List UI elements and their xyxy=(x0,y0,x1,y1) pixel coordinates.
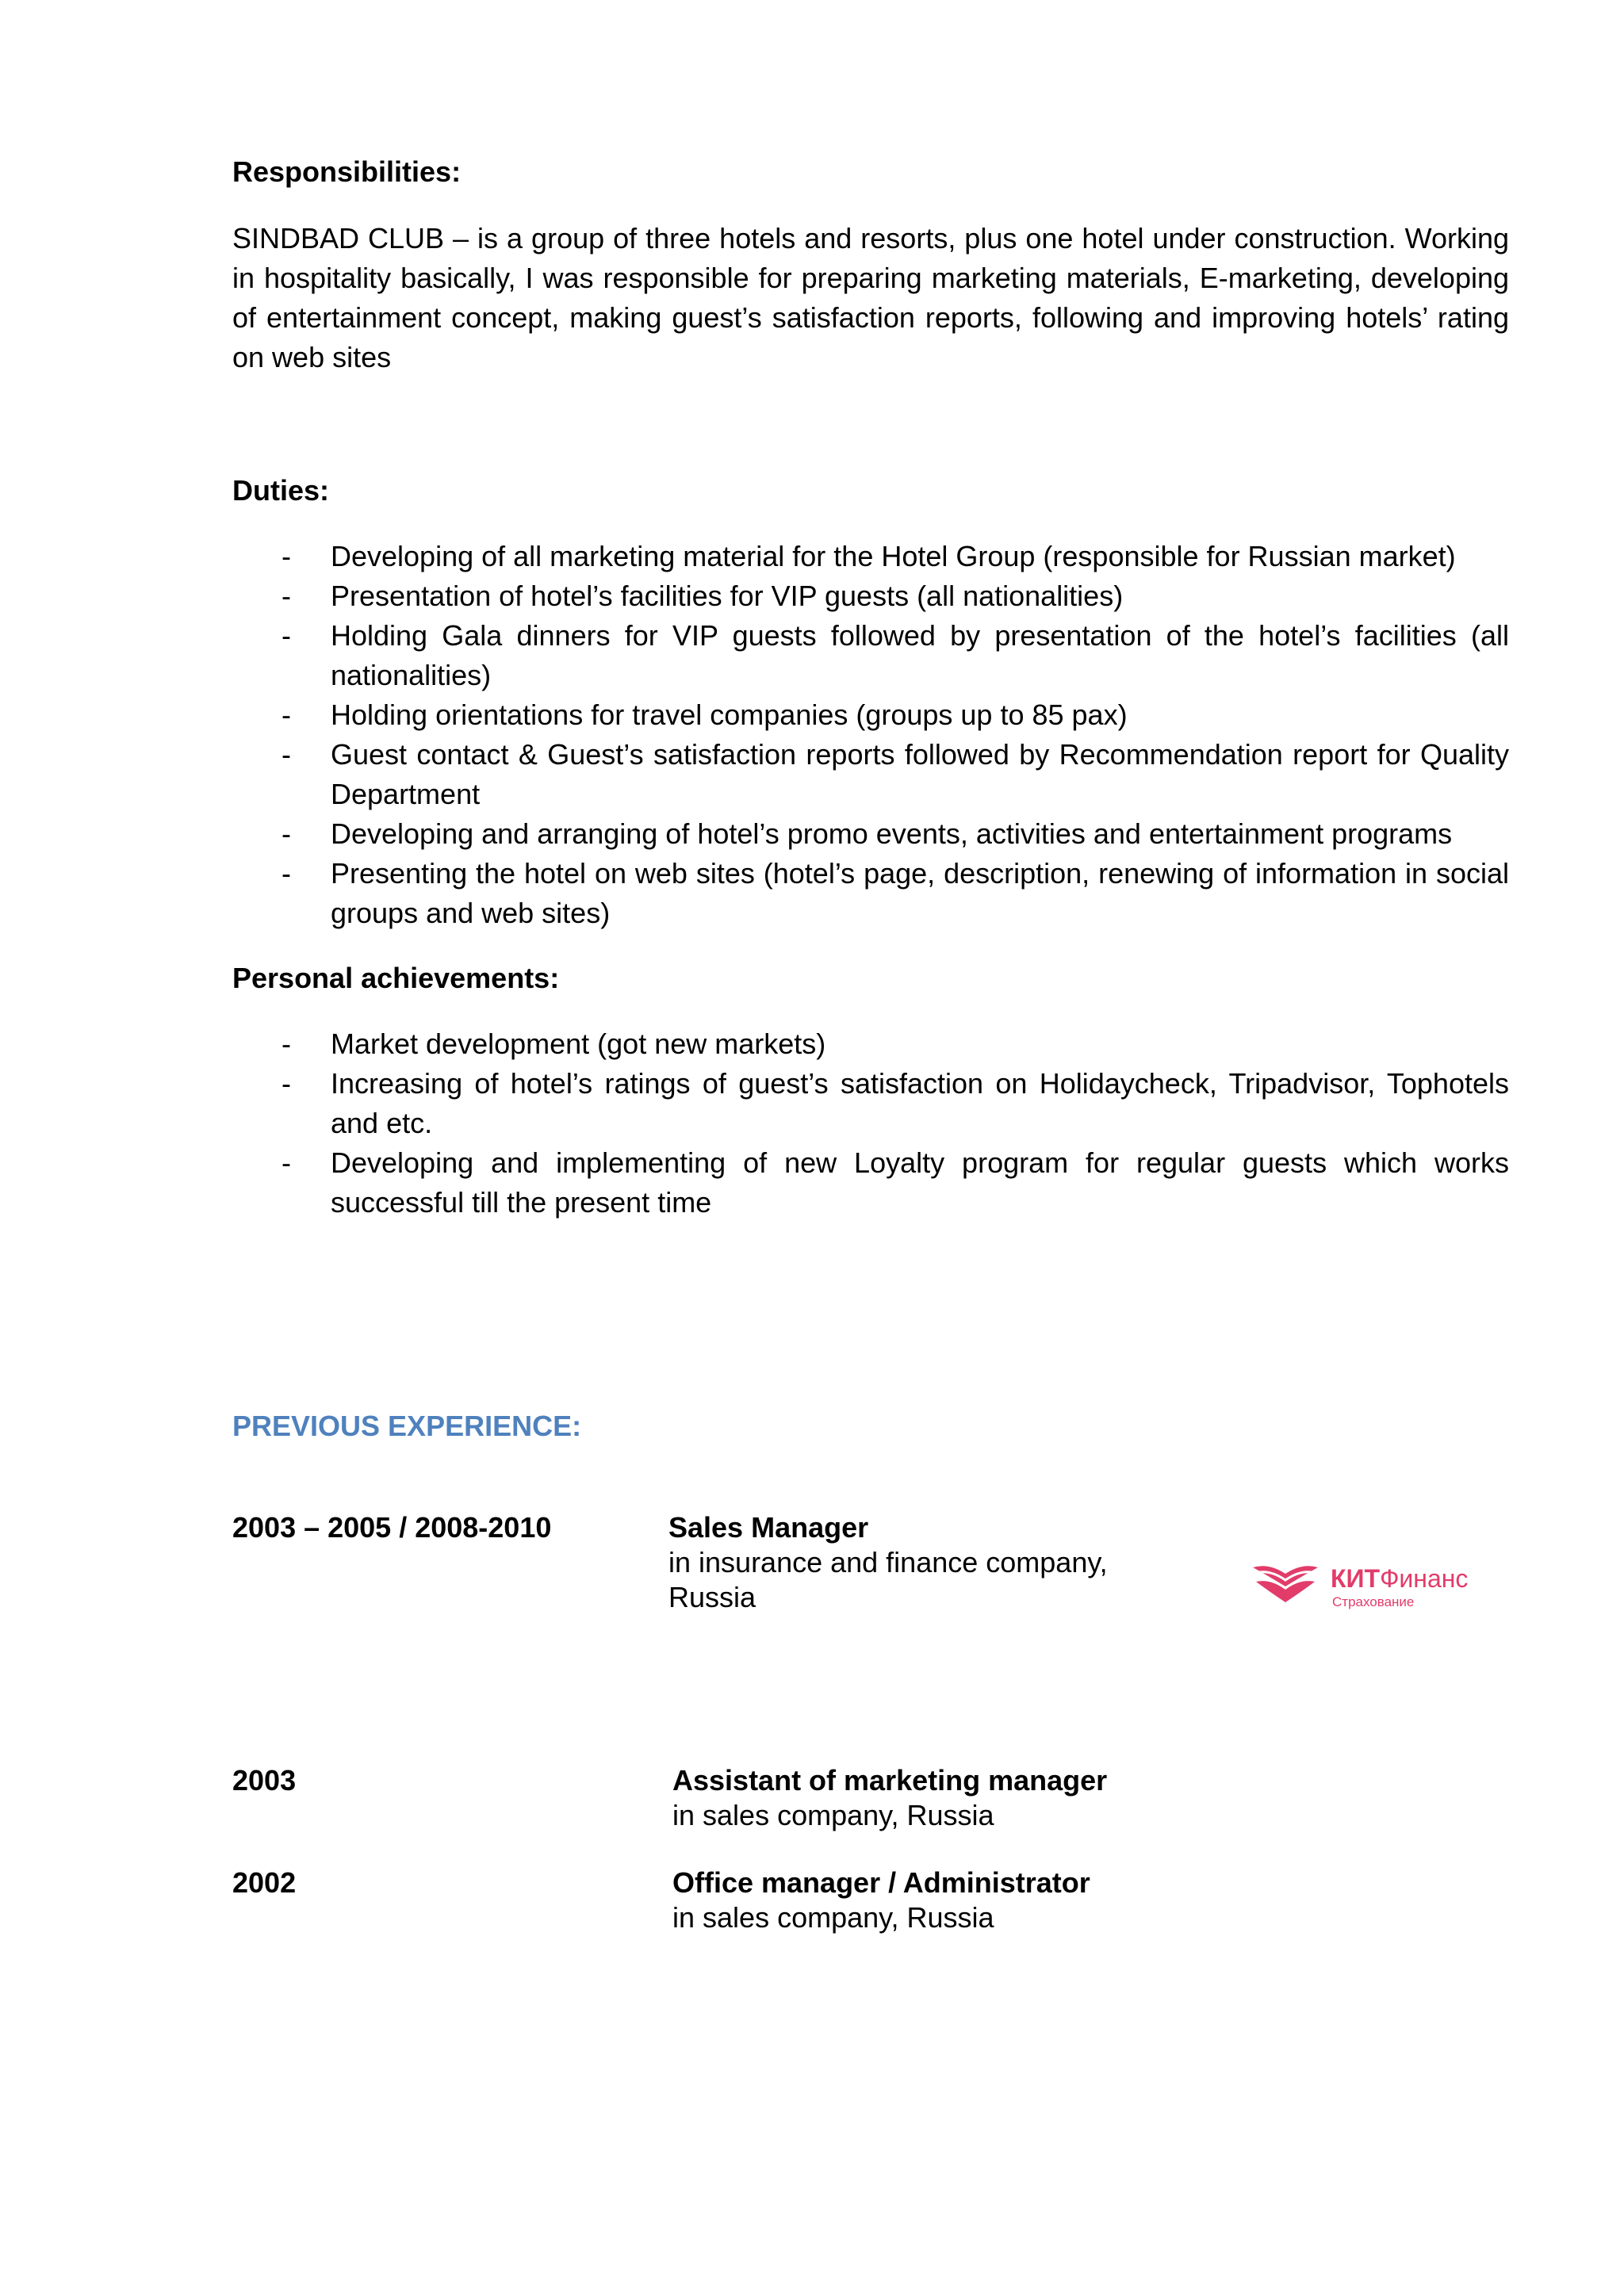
resume-body xyxy=(232,152,1509,1223)
list-item xyxy=(232,695,1509,735)
list-item xyxy=(232,537,1509,576)
job-details xyxy=(668,1510,1108,1615)
achievement-text: Market development (got new markets) xyxy=(331,1027,826,1060)
job-description: in insurance and finance company, xyxy=(668,1546,1108,1578)
duty-text: Presenting the hotel on web sites (hotel’s page, description, renewing of information in social groups and web sites) xyxy=(331,857,1509,929)
previous-experience-heading: PREVIOUS EXPERIENCE: xyxy=(232,1410,582,1442)
list-item xyxy=(232,854,1509,933)
bullet-dash: - xyxy=(282,738,291,771)
bullet-dash: - xyxy=(282,540,291,572)
responsibilities-heading: Responsibilities: xyxy=(232,155,462,188)
achievement-text: Increasing of hotel’s ratings of guest’s satisfaction on Holidaycheck, Tripadvisor, Tophotels and etc. xyxy=(331,1067,1509,1139)
list-item xyxy=(232,1143,1509,1223)
bullet-dash: - xyxy=(282,698,291,731)
responsibilities-text: SINDBAD CLUB – is a group of three hotels and resorts, plus one hotel under construction. Working in hospitality basically, I was responsible for preparing marketing materials, E-marketing, developing of entertainment concept, making guest’s satisfaction reports, following and improving hotels’ rating on web sites xyxy=(232,222,1509,373)
bullet-dash: - xyxy=(282,619,291,652)
duty-text: Developing and arranging of hotel’s promo events, activities and entertainment programs xyxy=(331,817,1453,850)
job-description: in sales company, Russia xyxy=(672,1799,994,1831)
bullet-dash: - xyxy=(282,1027,291,1060)
logo-name xyxy=(1331,1564,1468,1593)
job-title: Assistant of marketing manager xyxy=(672,1764,1108,1797)
job-description: in sales company, Russia xyxy=(672,1901,994,1934)
logo-name-regular: Финанс xyxy=(1380,1564,1469,1593)
job-years: 2003 – 2005 / 2008-2010 xyxy=(232,1511,552,1544)
achievements-list xyxy=(232,1024,1509,1223)
duty-text: Holding orientations for travel companies (groups up to 85 pax) xyxy=(331,698,1128,731)
bullet-dash: - xyxy=(282,817,291,850)
duty-text: Presentation of hotel’s facilities for VIP guests (all nationalities) xyxy=(331,580,1124,612)
list-item xyxy=(232,576,1509,616)
achievements-heading: Personal achievements: xyxy=(232,962,560,994)
job-details xyxy=(672,1866,1090,1935)
kitfinance-logo-icon xyxy=(1251,1559,1320,1605)
duties-list xyxy=(232,537,1509,933)
logo-name-bold: КИТ xyxy=(1331,1564,1381,1593)
bullet-dash: - xyxy=(282,580,291,612)
duty-text: Developing of all marketing material for the Hotel Group (responsible for Russian market) xyxy=(331,540,1456,572)
bullet-dash: - xyxy=(282,1146,291,1179)
duties-heading: Duties: xyxy=(232,474,330,507)
logo-subtitle: Страхование xyxy=(1332,1594,1415,1609)
job-title: Office manager / Administrator xyxy=(672,1866,1090,1899)
job-title: Sales Manager xyxy=(668,1511,869,1544)
job-description: Russia xyxy=(668,1581,756,1613)
list-item xyxy=(232,814,1509,854)
list-item xyxy=(232,616,1509,695)
bullet-dash: - xyxy=(282,857,291,890)
duty-text: Guest contact & Guest’s satisfaction reports followed by Recommendation report for Quality Department xyxy=(331,738,1509,810)
list-item xyxy=(232,1064,1509,1143)
list-item xyxy=(232,1024,1509,1064)
job-details xyxy=(672,1763,1107,1833)
achievement-text: Developing and implementing of new Loyalty program for regular guests which works successful till the present time xyxy=(331,1146,1509,1219)
job-years: 2002 xyxy=(232,1866,297,1899)
list-item xyxy=(232,735,1509,814)
kitfinance-logo xyxy=(1251,1559,1505,1613)
duty-text: Holding Gala dinners for VIP guests followed by presentation of the hotel’s facilities (all nationalities) xyxy=(331,619,1509,691)
bullet-dash: - xyxy=(282,1067,291,1100)
job-years: 2003 xyxy=(232,1764,297,1797)
